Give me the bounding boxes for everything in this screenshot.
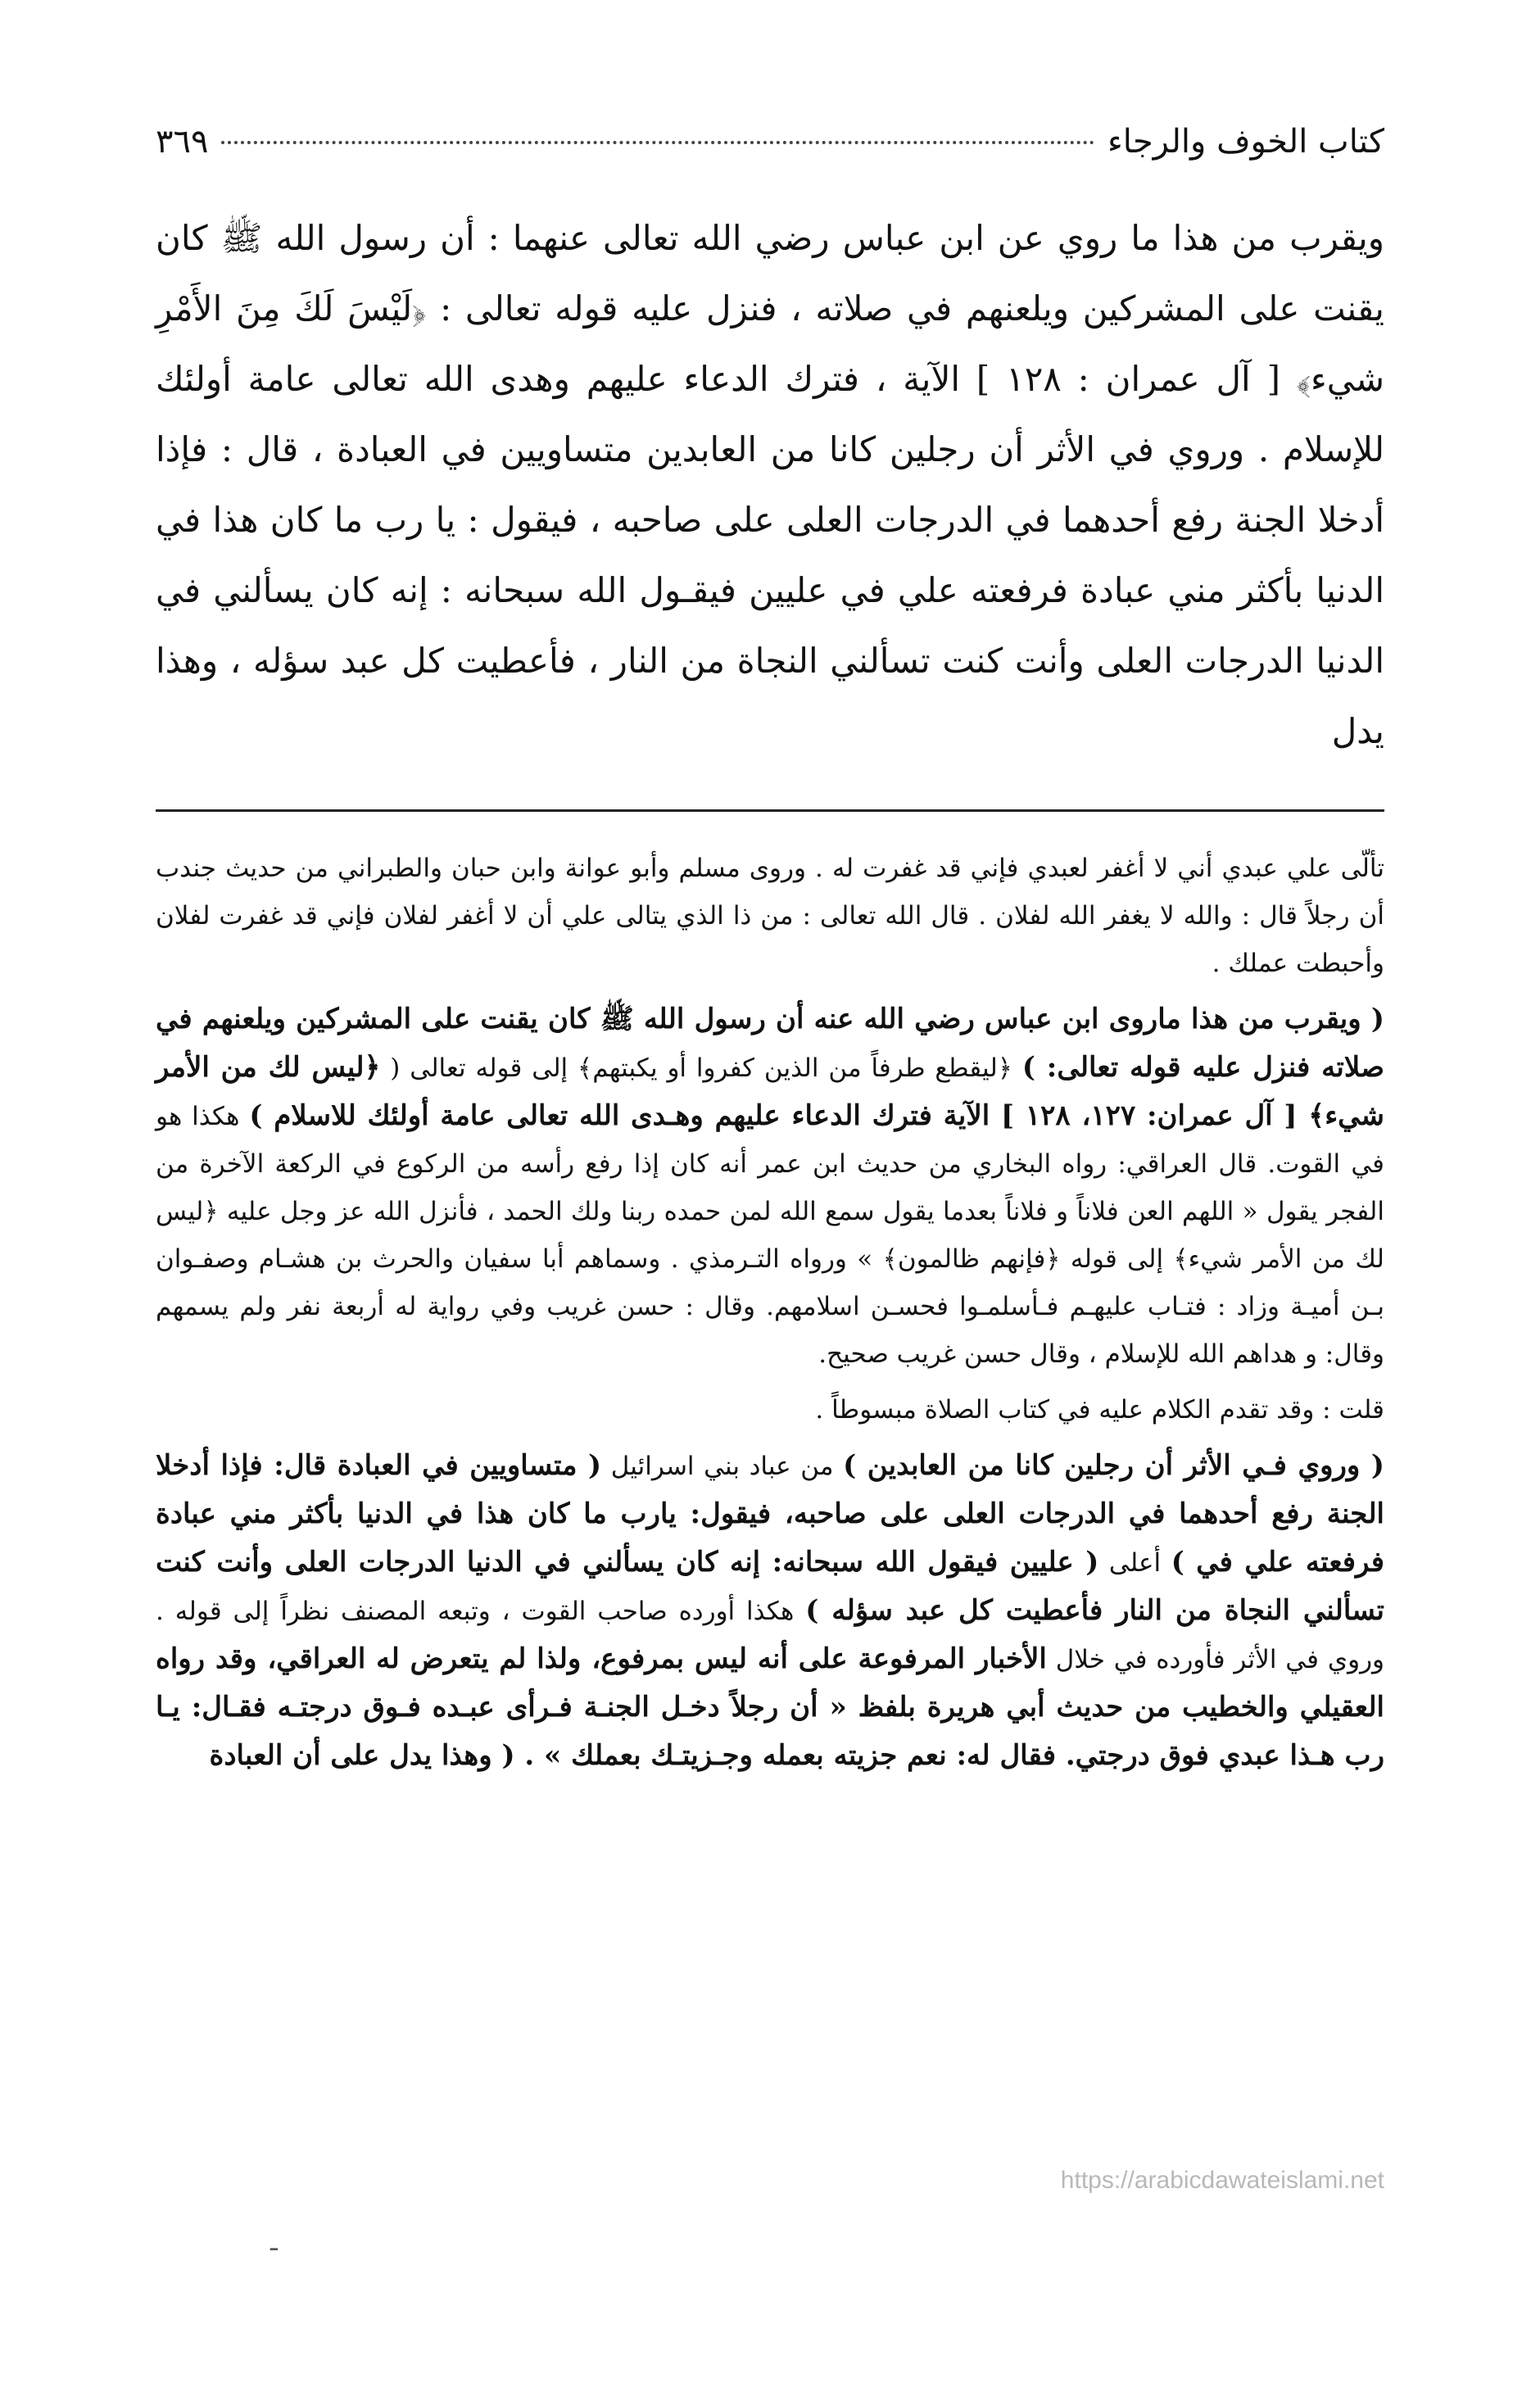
stray-mark: ـ xyxy=(270,2228,278,2257)
main-text-block xyxy=(156,203,1384,767)
page-number: ٣٦٩ xyxy=(156,123,209,161)
quoted-bold-text: ( متساويين في العبادة قال: فإذا أدخلا الجنة رفع أحدهما في الدرجات العلى على صاحبه، فيقول: يارب ما كان هذا في الدنيا بأكثر مني عبادة فرفعته علي في ) xyxy=(156,1449,1385,1579)
watermark-url: https://arabicdawateislami.net xyxy=(1060,2167,1384,2194)
header-leader-dots xyxy=(221,141,1094,144)
quoted-bold-text: ( عليين فيقول الله سبحانه: إنه كان يسألني في الدنيا الدرجات العلى وأنت كنت تسألني النجاة من النار فأعطيت كل عبد سؤله ) xyxy=(156,1546,1384,1627)
commentary-paragraph-4 xyxy=(156,1442,1384,1780)
commentary-text: هكذا أورده صاحب القوت ، وتبعه المصنف نظراً إلى قوله . وروي في الأثر فأورده في خلال xyxy=(156,1597,1385,1674)
footnote-separator xyxy=(156,809,1384,812)
commentary-block xyxy=(156,845,1384,1780)
commentary-paragraph-1: تألّى علي عبدي أني لا أغفر لعبدي فإني قد غفرت له . وروى مسلم وأبو عوانة وابن حبان والطبراني من حديث جندب أن رجلاً قال : والله لا يغفر الله لفلان . قال الله تعالى : من ذا الذي يتالى علي أن لا أغفر لفلان فإني قد غفرت لفلان وأحبطت عملك . xyxy=(156,854,1384,978)
quoted-bold-text: ( وروي فـي الأثر أن رجلين كانا من العابدين ) xyxy=(843,1449,1384,1482)
chapter-title: كتاب الخوف والرجاء xyxy=(1107,123,1384,161)
book-page xyxy=(156,123,1384,1785)
commentary-text: من عباد بني اسرائيل xyxy=(610,1452,834,1481)
commentary-paragraph-3: قلت : وقد تقدم الكلام عليه في كتاب الصلاة مبسوطاً . xyxy=(815,1395,1384,1425)
commentary-text: هكذا هو في القوت. قال العراقي: رواه البخاري من حديث ابن عمر أنه كان إذا رفع رأسه من الركوع في الركعة الآخرة من الفجر يقول « اللهم العن فلاناً و فلاناً بعدما يقول سمع الله لمن حمده ربنا ولك الحمد ، فأنزل الله عز وجل عليه ﴿ليس لك من الأمر شيء﴾ إلى قوله ﴿فإنهم ظالمون﴾ » ورواه التـرمذي . وسماهم أبا سفيان والحرث بن هشـام وصفـوان بـن أميـة وزاد : فتـاب عليهـم فـأسلمـوا فحسـن اسلامهم. وقال : حسن غريب وفي رواية له أربعة نفر ولم يسمهم وقال: و هداهم الله للإسلام ، وقال حسن غريب صحيح. xyxy=(156,1102,1384,1369)
commentary-text: ﴿ليقطع طرفاً من الذين كفروا أو يكبتهم﴾ إلى قوله تعالى ( xyxy=(390,1053,1012,1083)
commentary-text: أعلى xyxy=(1108,1548,1162,1578)
quoted-bold-text: الأخبار المرفوعة على أنه ليس بمرفوع، ولذا لم يتعرض له العراقي، وقد رواه العقيلي والخطيب من حديث أبي هريرة بلفظ « أن رجلاً دخـل الجنـة فـرأى عبـده فـوق درجتـه فقـال: يـا رب هـذا عبدي فوق درجتي. فقال له: نعم جزيته بعمله وجـزيتـك بعملك » . ( وهذا يدل على أن العبادة xyxy=(156,1642,1384,1772)
main-paragraph: ويقرب من هذا ما روي عن ابن عباس رضي الله تعالى عنهما : أن رسول الله ﷺ كان يقنت على المشركين ويلعنهم في صلاته ، فنزل عليه قوله تعالى : ﴿لَيْسَ لَكَ مِنَ الأَمْرِ شيء﴾ [ آل عمران : ١٢٨ ] الآية ، فترك الدعاء عليهم وهدى الله تعالى عامة أولئك للإسلام . وروي في الأثر أن رجلين كانا من العابدين متساويين في العبادة ، قال : فإذا أدخلا الجنة رفع أحدهما في الدرجات العلى على صاحبه ، فيقول : يا رب ما كان هذا في الدنيا بأكثر مني عبادة فرفعته علي في عليين فيقـول الله سبحانه : إنه كان يسألني في الدنيا الدرجات العلى وأنت كنت تسألني النجاة من النار ، فأعطيت كل عبد سؤله ، وهذا يدل xyxy=(156,218,1385,751)
running-header xyxy=(156,123,1384,180)
quoted-bold-text: ( ويقرب من هذا ماروى ابن عباس رضي الله عنه أن رسول الله ﷺ كان يقنت على المشركين ويلعنهم في صلاته فنزل عليه قوله تعالى: ) xyxy=(156,1003,1384,1084)
commentary-paragraph-2 xyxy=(156,995,1384,1378)
quoted-bold-text: ﴿ليس لك من الأمر شيء﴾ [ آل عمران: ١٢٧، ١٢٨ ] الآية فترك الدعاء عليهم وهـدى الله تعالى عامة أولئك للاسلام ) xyxy=(156,1051,1385,1132)
